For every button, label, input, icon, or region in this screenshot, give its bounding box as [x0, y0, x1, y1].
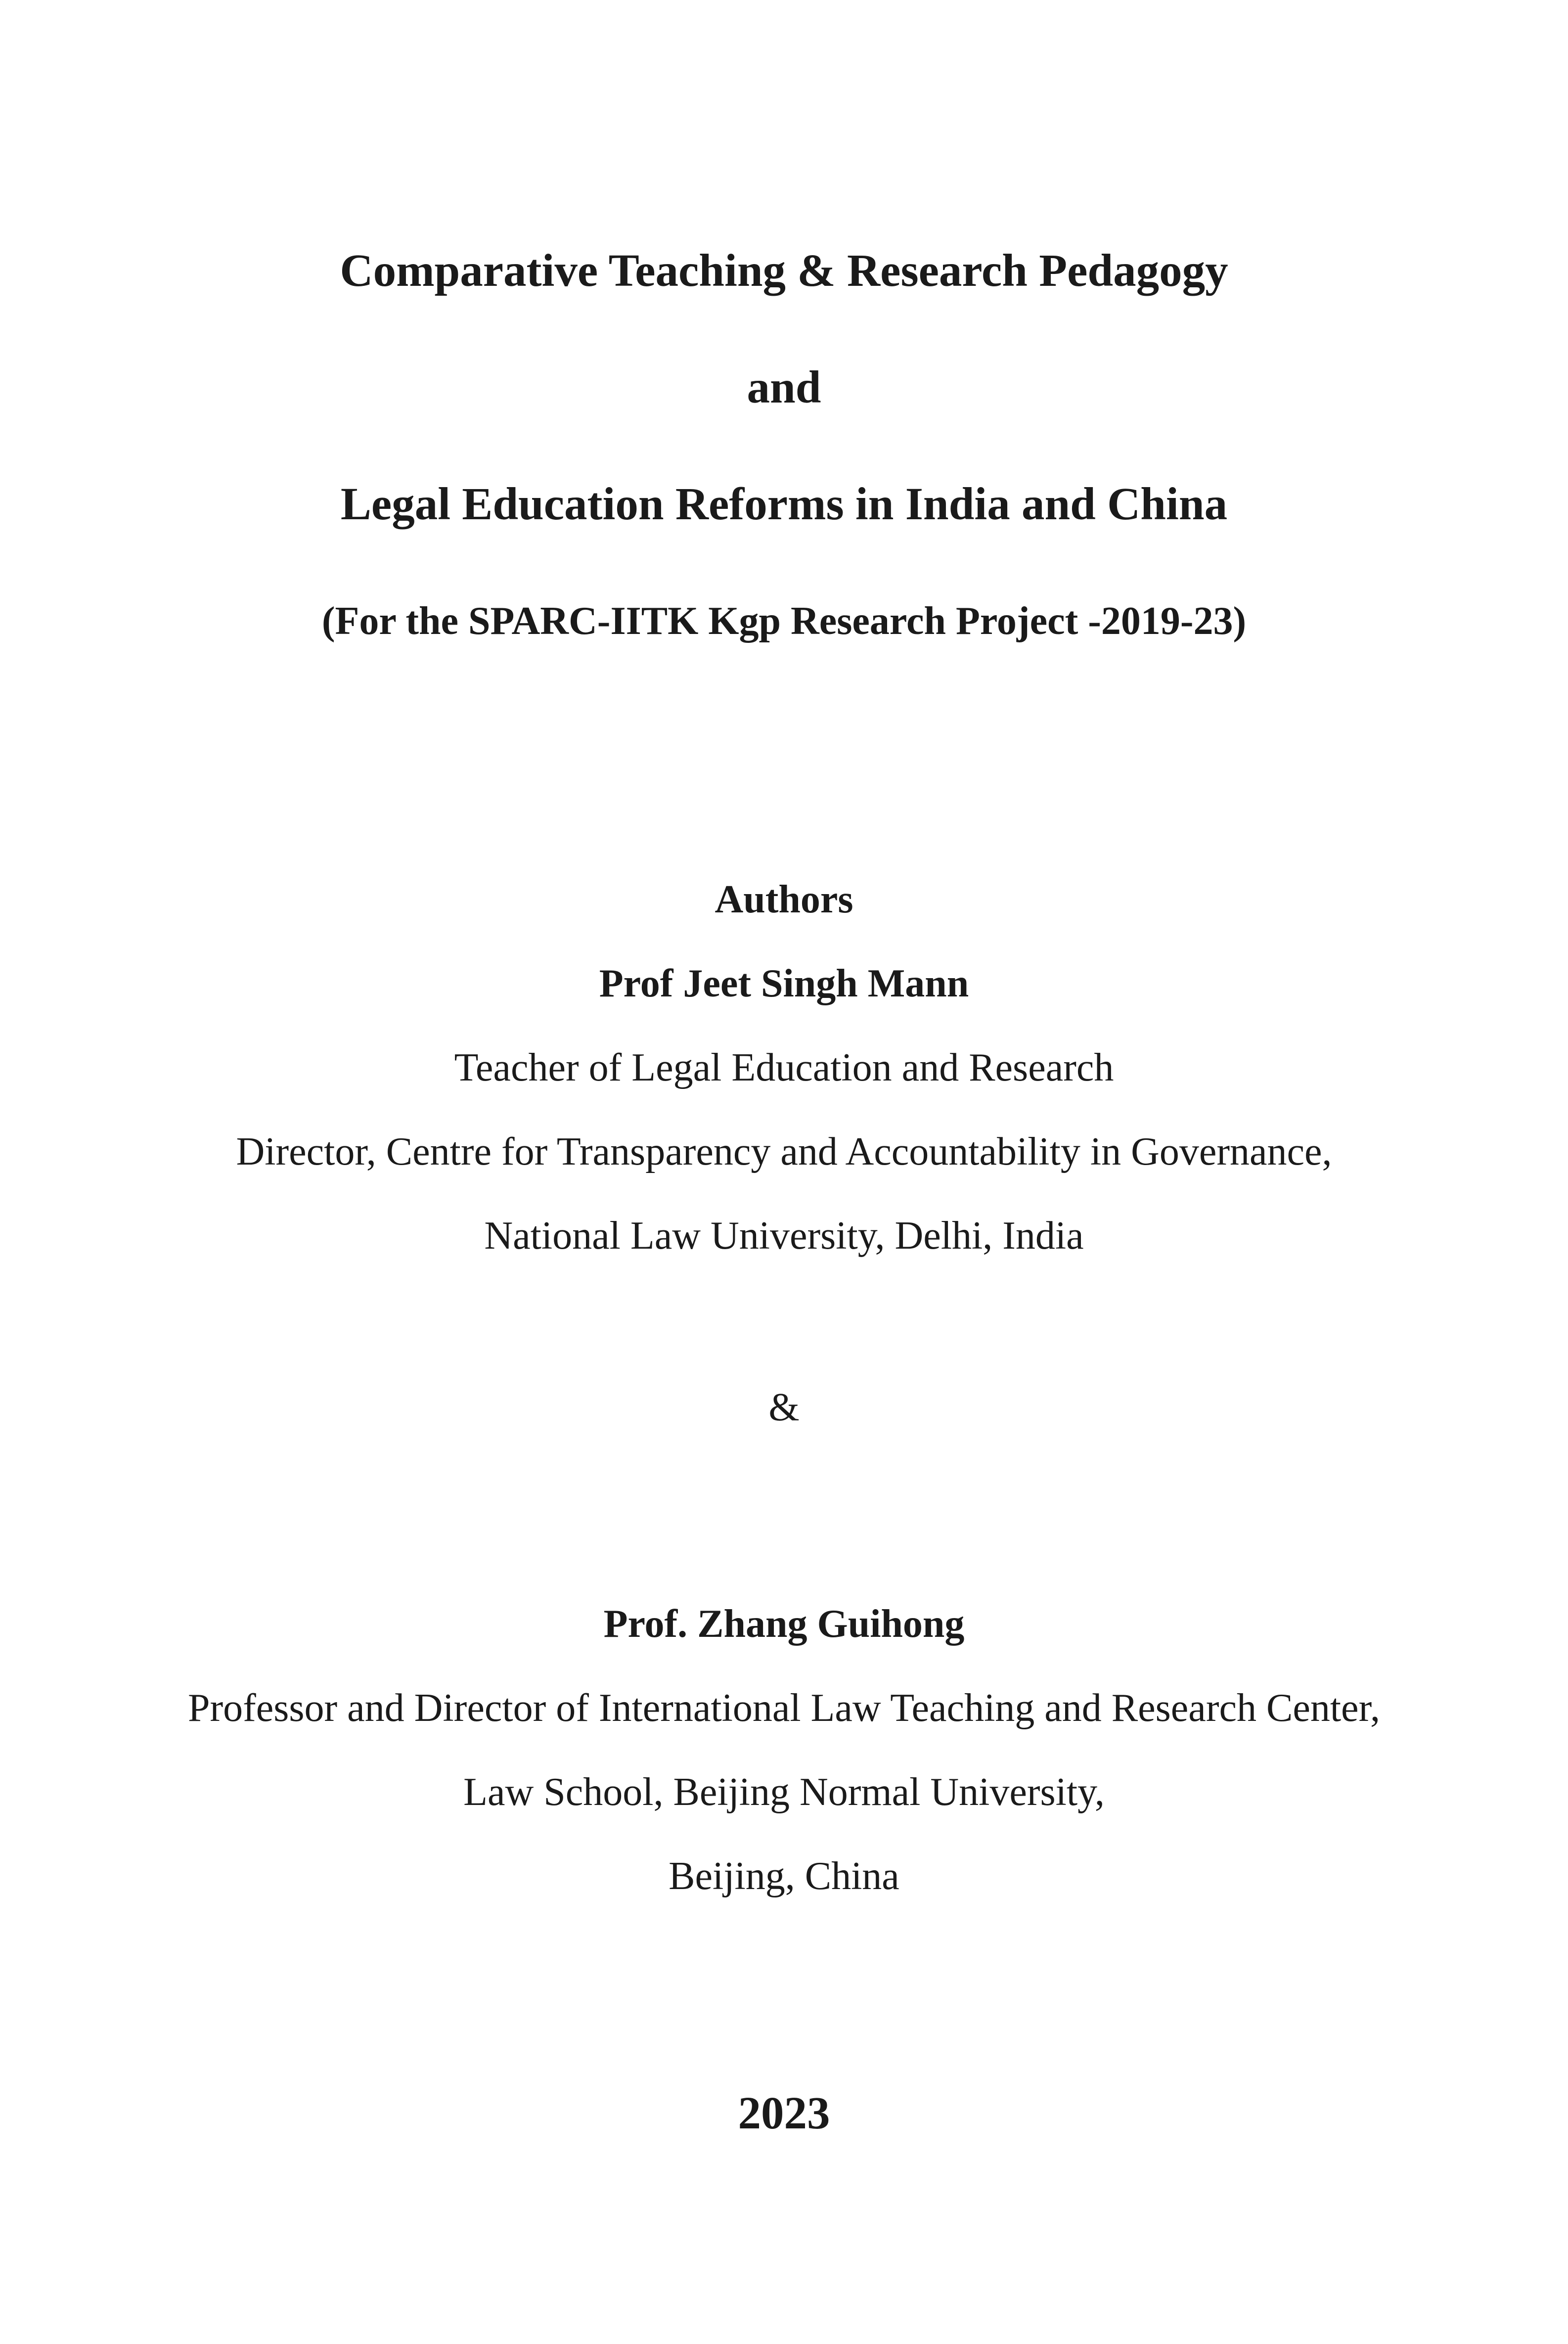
author1-name: Prof Jeet Singh Mann	[599, 962, 969, 1005]
author2-affiliation-1: Professor and Director of International Law Teaching and Research Center,	[187, 1686, 1380, 1730]
title-block	[0, 213, 1568, 679]
author2-affiliation-3: Beijing, China	[669, 1854, 899, 1898]
ampersand-separator: &	[768, 1386, 800, 1429]
author2-block	[0, 1582, 1568, 1918]
title-line-1: Comparative Teaching & Research Pedagogy	[340, 245, 1228, 296]
author2-name: Prof. Zhang Guihong	[603, 1602, 965, 1646]
subtitle: (For the SPARC-IITK Kgp Research Project -2019-23)	[321, 599, 1247, 643]
authors-heading: Authors	[715, 878, 853, 921]
title-conjunction: and	[747, 362, 821, 413]
year: 2023	[738, 2088, 830, 2139]
author1-affiliation-3: National Law University, Delhi, India	[484, 1214, 1084, 1258]
authors-section	[0, 857, 1568, 1918]
author2-affiliation-2: Law School, Beijing Normal University,	[463, 1770, 1105, 1814]
title-line-2: Legal Education Reforms in India and China	[340, 479, 1228, 530]
author1-affiliation-1: Teacher of Legal Education and Research	[454, 1046, 1114, 1089]
author1-affiliation-2: Director, Centre for Transparency and Accountability in Governance,	[236, 1130, 1332, 1173]
